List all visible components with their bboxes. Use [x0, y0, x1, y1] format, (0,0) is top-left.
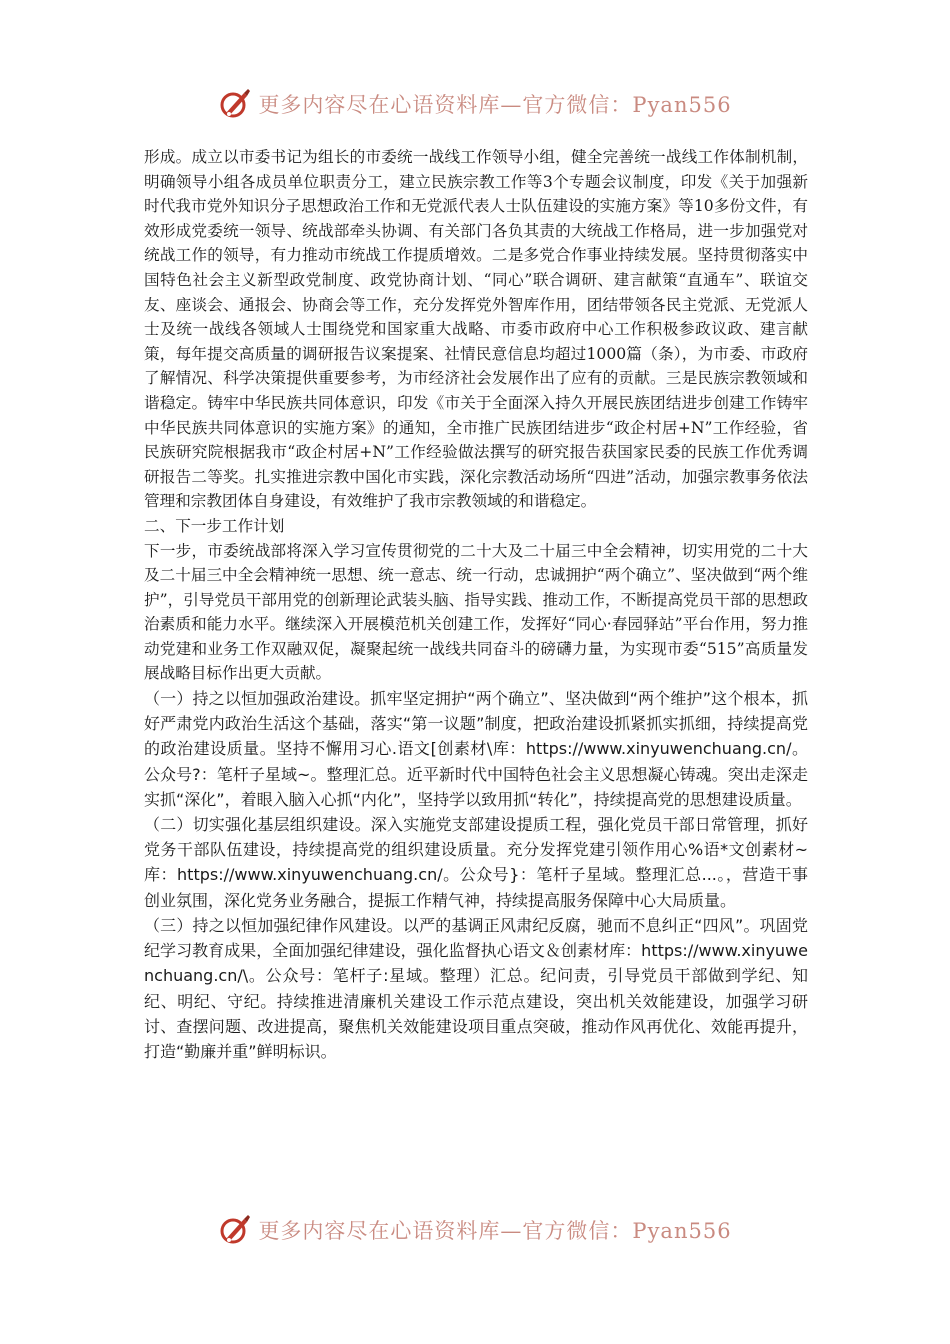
paragraph-organization-building: （二）切实强化基层组织建设。深入实施党支部建设提质工程，强化党员干部日常管理，抓好党务干部队伍建设，持续提高党的组织建设质量。充分发挥党建引领作用心%语*文创素材~库：https://www.xinyuwenchuang.cn/。公众号}：笔杆子星域。整理汇总...。，营造干事创业氛围，深化党务业务融合，提振工作精气神，持续提高服务保障中心大局质量。: [144, 815, 808, 910]
paragraph-achievements: 形成。成立以市委书记为组长的市委统一战线工作领导小组，健全完善统一战线工作体制机制，明确领导小组各成员单位职责分工，建立民族宗教工作等3个专题会议制度，印发《关于加强新时代我市党外知识分子思想政治工作和无党派代表人士队伍建设的实施方案》等10多份文件，有效形成党委统一领导、统战部牵头协调、有关部门各负其责的大统战工作格局，进一步加强党对统战工作的领导，有力推动市统战工作提质增效。二是多党合作事业持续发展。坚持贯彻落实中国特色社会主义新型政党制度、政党协商计划、“同心”联合调研、建言献策“直通车”、联谊交友、座谈会、通报会、协商会等工作，充分发挥党外智库作用，团结带领各民主党派、无党派人士及统一战线各领域人士围绕党和国家重大战略、市委市政府中心工作积极参政议政、建言献策，每年提交高质量的调研报告议案提案、社情民意信息均超过1000篇（条），为市委、市政府了解情况、科学决策提供重要参考，为市经济社会发展作出了应有的贡献。三是民族宗教领域和谐稳定。铸牢中华民族共同体意识，印发《市关于全面深入持久开展民族团结进步创建工作铸牢中华民族共同体意识的实施方案》的通知，全市推广民族团结进步“政企村居+N”工作经验，省民族研究院根据我市“政企村居+N”工作经验做法撰写的研究报告获国家民委的民族工作优秀调研报告二等奖。扎实推进宗教中国化市实践，深化宗教活动场所“四进”活动，加强宗教事务依法管理和宗教团体自身建设，有效维护了我市宗教领域的和谐稳定。: [144, 148, 808, 511]
watermark-text: 更多内容尽在心语资料库—官方微信：Pyan556: [258, 1219, 732, 1243]
pen-logo-icon: [218, 87, 252, 121]
paragraph-political-building: （一）持之以恒加强政治建设。抓牢坚定拥护“两个确立”、坚决做到“两个维护”这个根本，抓好严肃党内政治生活这个基础，落实“第一议题”制度，把政治建设抓紧抓实抓细，持续提高党的政治建设质量。坚持不懈用习心.语文[创素材\库：https://www.xinyuwenchuang.cn/。公众号?：笔杆子星域~。整理汇总。近平新时代中国特色社会主义思想凝心铸魂。突出走深走实抓“深化”，着眼入脑入心抓“内化”，坚持学以致用抓“转化”，持续提高党的思想建设质量。: [144, 689, 808, 809]
paragraph-discipline-building: （三）持之以恒加强纪律作风建设。以严的基调正风肃纪反腐，驰而不息纠正“四风”。巩固党纪学习教育成果，全面加强纪律建设，强化监督执心语文＆创素材库：https://www.xinyuwenchuang.cn/\。公众号：笔杆子:星域。整理）汇总。纪问责，引导党员干部做到学纪、知纪、明纪、守纪。持续推进清廉机关建设工作示范点建设，突出机关效能建设，加强学习研讨、查摆问题、改进提高，聚焦机关效能建设项目重点突破，推动作风再优化、效能再提升，打造“勤廉并重”鲜明标识。: [144, 915, 808, 1061]
document-body: [144, 145, 808, 1064]
watermark-text: 更多内容尽在心语资料库—官方微信：Pyan556: [258, 93, 732, 117]
section-heading-next-steps: 二、下一步工作计划: [144, 516, 285, 535]
watermark-footer: [0, 1210, 950, 1250]
watermark-header: [0, 84, 950, 124]
paragraph-next-steps: 下一步，市委统战部将深入学习宣传贯彻党的二十大及二十届三中全会精神，切实用党的二十大及二十届三中全会精神统一思想、统一意志、统一行动，忠诚拥护“两个确立”、坚决做到“两个维护”，引导党员干部用党的创新理论武装头脑、指导实践、推动工作，不断提高党员干部的思想政治素质和能力水平。继续深入开展模范机关创建工作，发挥好“同心·春园驿站”平台作用，努力推动党建和业务工作双融双促，凝聚起统一战线共同奋斗的磅礴力量，为实现市委“515”高质量发展战略目标作出更大贡献。: [144, 541, 808, 683]
pen-logo-icon: [218, 1213, 252, 1247]
